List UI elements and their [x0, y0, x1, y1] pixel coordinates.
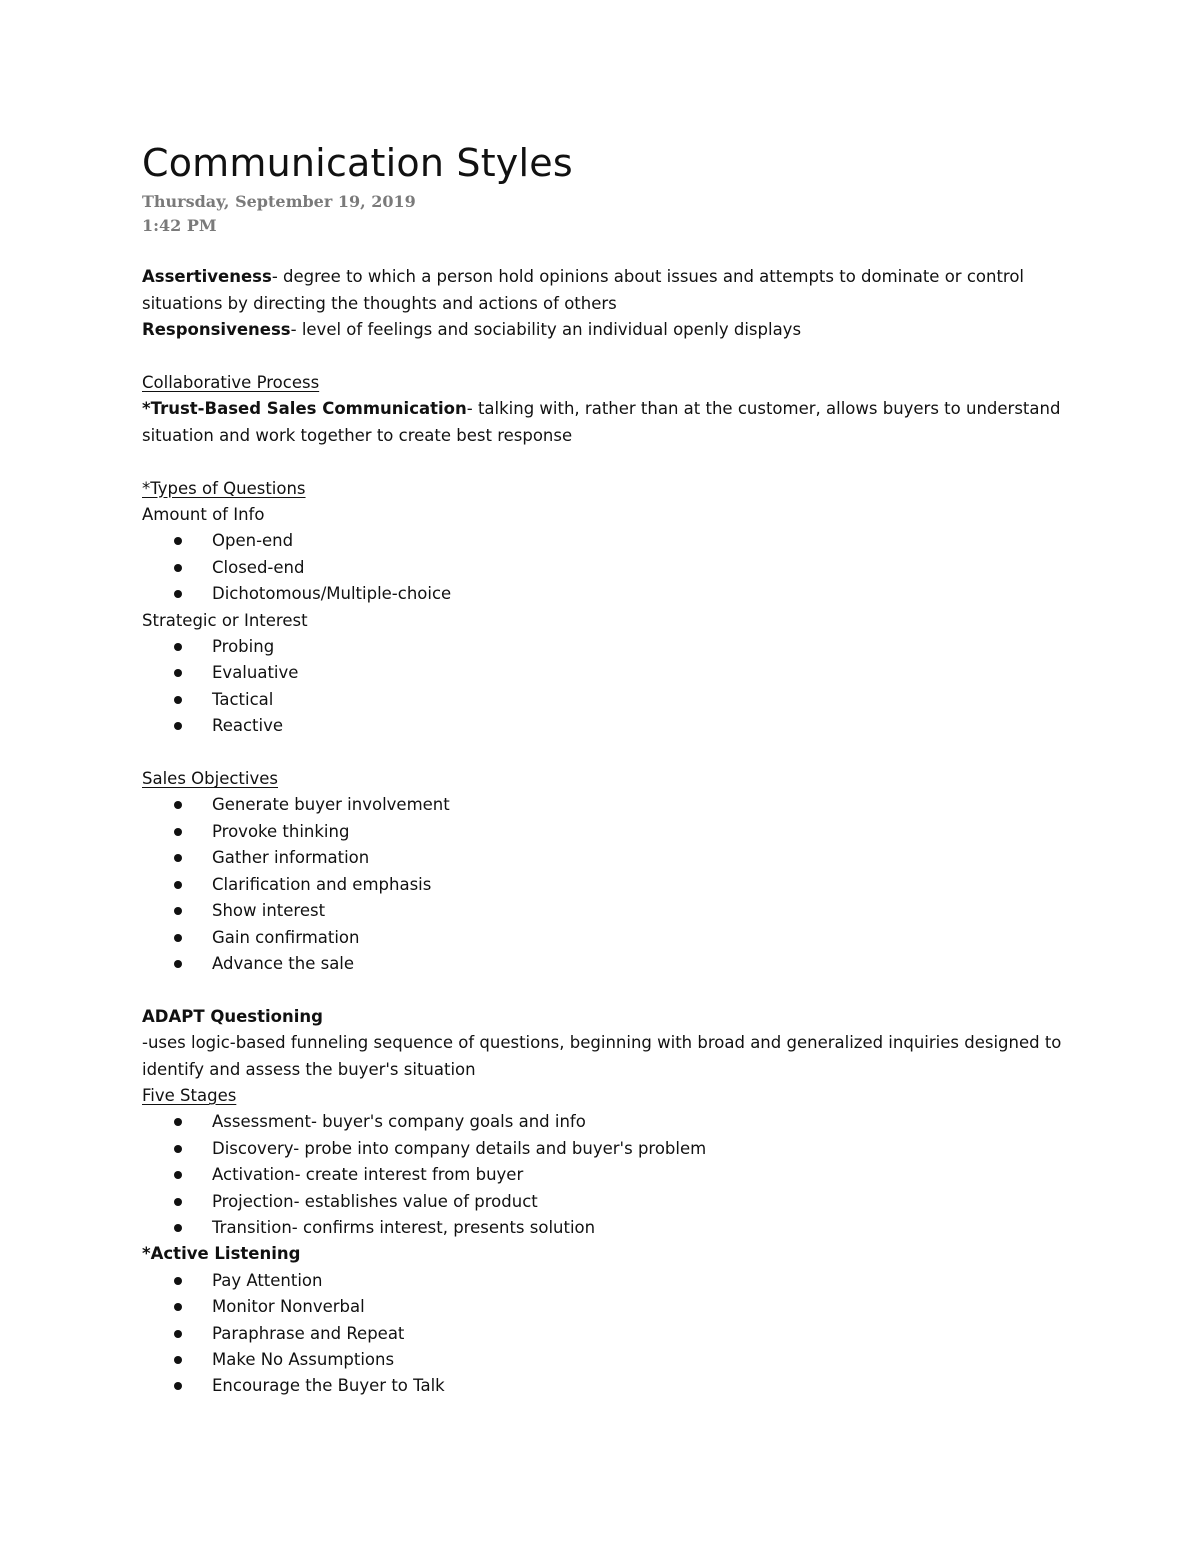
list-item	[142, 872, 1072, 898]
bullet-icon	[174, 590, 182, 598]
list-item-text: Gather information	[212, 848, 370, 868]
bullet-icon	[174, 881, 182, 889]
note-date: Thursday, September 19, 2019	[142, 192, 416, 211]
bullet-icon	[174, 1198, 182, 1206]
five-stages-heading: Five Stages	[142, 1085, 237, 1105]
active-listening-heading: *Active Listening	[142, 1244, 301, 1264]
list-item	[142, 634, 1072, 660]
list-item-text: Open-end	[212, 531, 294, 551]
collaborative-heading: Collaborative Process	[142, 373, 320, 392]
assertiveness-text: - degree to which a person hold opinions about issues and attempts to dominate or control situations by directing the thoughts and actions of others	[142, 267, 1025, 313]
list-item-text: Assessment- buyer's company goals and info	[212, 1112, 586, 1132]
list-item-text: Pay Attention	[212, 1270, 323, 1290]
list-item-text: Dichotomous/Multiple-choice	[212, 584, 452, 604]
list-item	[142, 845, 1072, 871]
bullet-icon	[174, 1145, 182, 1153]
list-item-text: Tactical	[212, 689, 274, 709]
adapt-description: -uses logic-based funneling sequence of questions, beginning with broad and generalized inquiries designed to identify and assess the buyer's situation	[142, 1033, 1062, 1079]
list-item-text: Advance the sale	[212, 953, 355, 973]
bullet-icon	[174, 1382, 182, 1390]
bullet-icon	[174, 722, 182, 730]
list-item	[142, 951, 1072, 977]
list-item-text: Probing	[212, 637, 275, 657]
list-item-text: Show interest	[212, 901, 326, 921]
list-item-text: Make No Assumptions	[212, 1349, 395, 1369]
bullet-icon	[174, 696, 182, 704]
list-item	[142, 898, 1072, 924]
amount-of-info-list	[142, 528, 1072, 607]
list-item-text: Projection- establishes value of product	[212, 1191, 538, 1211]
responsiveness-term: Responsiveness	[142, 320, 291, 340]
bullet-icon	[174, 854, 182, 862]
list-item-text: Encourage the Buyer to Talk	[212, 1376, 445, 1396]
list-item	[142, 687, 1072, 713]
bullet-icon	[174, 1171, 182, 1179]
sales-objectives-list	[142, 792, 1072, 977]
bullet-icon	[174, 1356, 182, 1364]
bullet-icon	[174, 564, 182, 572]
list-item-text: Activation- create interest from buyer	[212, 1165, 524, 1185]
list-item	[142, 1162, 1072, 1188]
sales-objectives-heading: Sales Objectives	[142, 769, 278, 789]
bullet-icon	[174, 960, 182, 968]
list-item	[142, 713, 1072, 739]
bullet-icon	[174, 643, 182, 651]
note-time: 1:42 PM	[142, 216, 217, 235]
bullet-icon	[174, 907, 182, 915]
list-item	[142, 819, 1072, 845]
responsiveness-definition	[142, 317, 1072, 343]
list-item-text: Closed-end	[212, 557, 305, 577]
list-item	[142, 1136, 1072, 1162]
question-types-heading: *Types of Questions	[142, 478, 306, 498]
responsiveness-text: - level of feelings and sociability an individual openly displays	[290, 320, 802, 340]
list-item	[142, 528, 1072, 554]
list-item	[142, 1109, 1072, 1135]
bullet-icon	[174, 1118, 182, 1126]
list-item-text: Reactive	[212, 716, 284, 736]
bullet-icon	[174, 1277, 182, 1285]
bullet-icon	[174, 828, 182, 836]
trust-based-text: - talking with, rather than at the customer, allows buyers to understand situation and work together to create best response	[142, 399, 1061, 445]
list-item-text: Transition- confirms interest, presents solution	[212, 1217, 596, 1237]
list-item-text: Evaluative	[212, 663, 299, 683]
list-item	[142, 925, 1072, 951]
trust-based-definition	[142, 396, 1072, 449]
page-title: Communication Styles	[142, 141, 573, 185]
list-item-text: Monitor Nonverbal	[212, 1297, 365, 1317]
list-item	[142, 1373, 1072, 1399]
active-listening-list	[142, 1268, 1072, 1400]
assertiveness-definition	[142, 264, 1072, 317]
list-item-text: Generate buyer involvement	[212, 795, 450, 815]
list-item	[142, 1268, 1072, 1294]
note-content	[142, 138, 1072, 1400]
list-item	[142, 1294, 1072, 1320]
trust-based-term: *Trust-Based Sales Communication	[142, 399, 467, 419]
list-item	[142, 1321, 1072, 1347]
bullet-icon	[174, 537, 182, 545]
list-item	[142, 1215, 1072, 1241]
strategic-label: Strategic or Interest	[142, 610, 308, 630]
bullet-icon	[174, 1224, 182, 1232]
assertiveness-term: Assertiveness	[142, 267, 272, 287]
strategic-list	[142, 634, 1072, 740]
bullet-icon	[174, 934, 182, 942]
list-item-text: Discovery- probe into company details and buyer's problem	[212, 1138, 707, 1158]
list-item-text: Provoke thinking	[212, 821, 350, 841]
adapt-heading: ADAPT Questioning	[142, 1006, 323, 1026]
bullet-icon	[174, 1330, 182, 1338]
list-item	[142, 660, 1072, 686]
bullet-icon	[174, 1303, 182, 1311]
list-item	[142, 792, 1072, 818]
list-item	[142, 581, 1072, 607]
list-item	[142, 1347, 1072, 1373]
bullet-icon	[174, 801, 182, 809]
five-stages-list	[142, 1109, 1072, 1241]
list-item	[142, 555, 1072, 581]
amount-of-info-label: Amount of Info	[142, 505, 265, 525]
list-item-text: Paraphrase and Repeat	[212, 1323, 405, 1343]
list-item-text: Gain confirmation	[212, 927, 360, 947]
list-item	[142, 1189, 1072, 1215]
list-item-text: Clarification and emphasis	[212, 874, 432, 894]
bullet-icon	[174, 669, 182, 677]
